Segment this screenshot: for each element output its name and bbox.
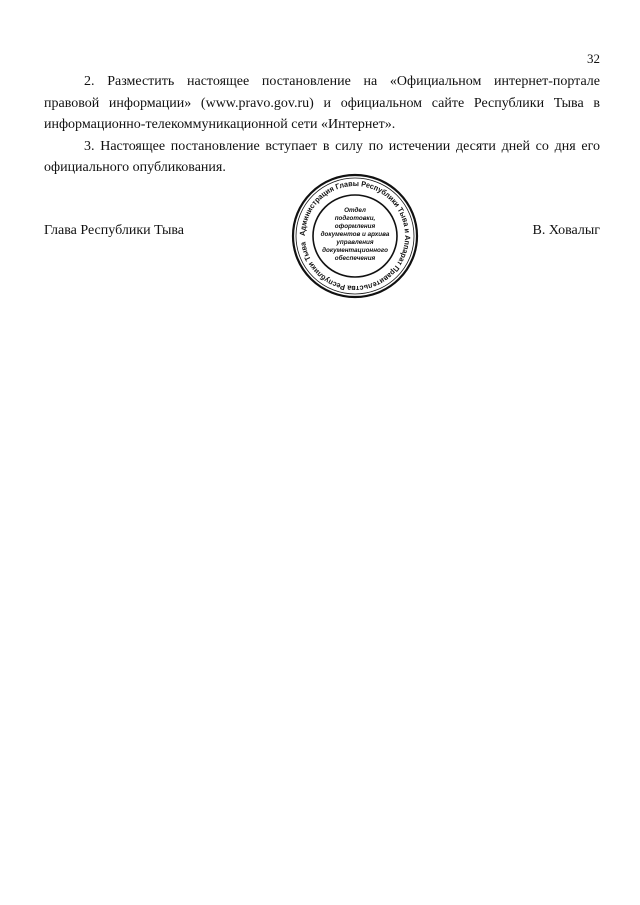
signatory-position: Глава Республики Тыва [44,223,185,238]
page-number: 32 [587,51,600,66]
seal-center-line: документационного [322,247,388,254]
seal-center-line: управления [336,239,374,246]
seal-ring-text: Администрация Главы Республики Тыва и Аппарат Правительства Республики Тыва [297,178,413,294]
paragraph-2: 2. Разместить настоящее постановление на «Официальном интернет-портале правовой информации» (www.pravo.gov.ru) и официальном сайте Республики Тыва в информационно-телекоммуникационной сети «Интернет». [44,74,600,132]
official-seal [290,172,420,300]
paragraph-3: 3. Настоящее постановление вступает в силу по истечении десяти дней со дня его официального опубликования. [44,138,600,175]
signatory-name: В. Ховалыг [532,223,600,238]
seal-center-line: оформления [334,223,376,230]
seal-center-line: Отдел [344,207,366,214]
seal-center-line: обеспечения [334,255,376,262]
document-body [44,71,600,179]
seal-center-line: документов и архива [320,231,390,238]
seal-center-line: подготовки, [334,215,376,222]
